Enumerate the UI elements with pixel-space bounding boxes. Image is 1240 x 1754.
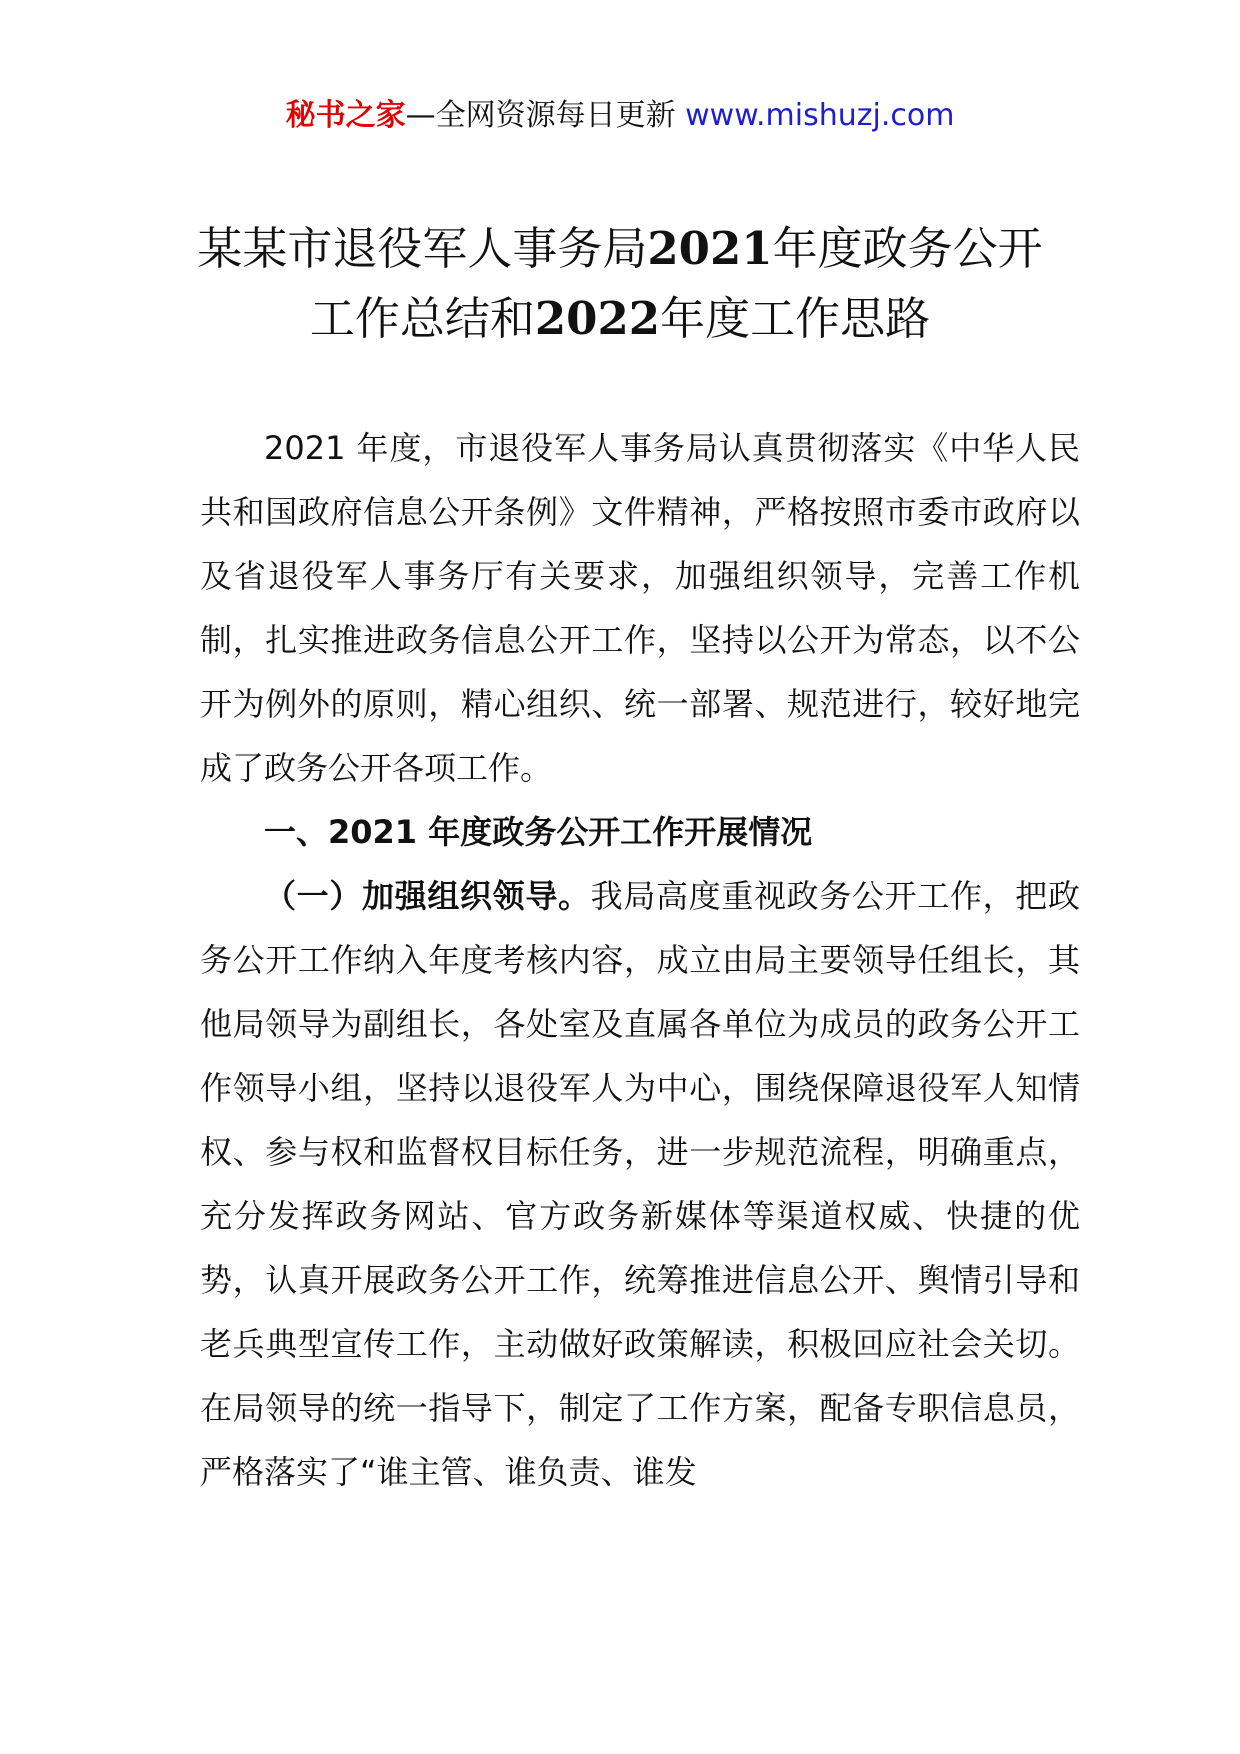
item-text: 我局高度重视政务公开工作，把政务公开工作纳入年度考核内容，成立由局主要领导任组长，其他局领导为副组长，各处室及直属各单位为成员的政务公开工作领导小组，坚持以退役军人为中心，围绕保障退役军人知情权、参与权和监督权目标任务，进一步规范流程，明确重点，充分发挥政务网站、官方政务新媒体等渠道权威、快捷的优势，认真开展政务公开工作，统筹推进信息公开、舆情引导和老兵典型宣传工作，主动做好政策解读，积极回应社会关切。在局领导的统一指导下，制定了工作方案，配备专职信息员，严格落实了“谁主管、谁负责、谁发 [200,877,1080,1491]
section-heading: 一、2021 年度政务公开工作开展情况 [264,813,813,851]
site-banner [0,96,1240,136]
banner-dash: — [405,98,436,133]
intro-paragraph: 2021 年度，市退役军人事务局认真贯彻落实《中华人民共和国政府信息公开条例》文件精神，严格按照市委市政府以及省退役军人事务厅有关要求，加强组织领导，完善工作机制，扎实推进政务信息公开工作，坚持以公开为常态，以不公开为例外的原则，精心组织、统一部署、规范进行，较好地完成了政务公开各项工作。 [200,429,1080,787]
banner-slogan: 全网资源每日更新 [435,98,676,133]
title-line2-suffix: 年度工作思路 [660,292,931,345]
site-url-link[interactable]: www.mishuzj.com [685,98,955,133]
brand-name: 秘书之家 [285,98,406,133]
title-line1-prefix: 某某市退役军人事务局 [197,222,648,275]
document-body [200,416,1080,1504]
title-line2-prefix: 工作总结和 [309,292,535,345]
item-paragraph [200,864,1080,1504]
document-title [150,214,1090,354]
item-heading: （一）加强组织领导。 [264,877,591,915]
title-line1-year: 2021 [647,222,773,275]
title-line1-suffix: 年度政务公开 [772,222,1043,275]
title-line2-year: 2022 [534,292,661,345]
